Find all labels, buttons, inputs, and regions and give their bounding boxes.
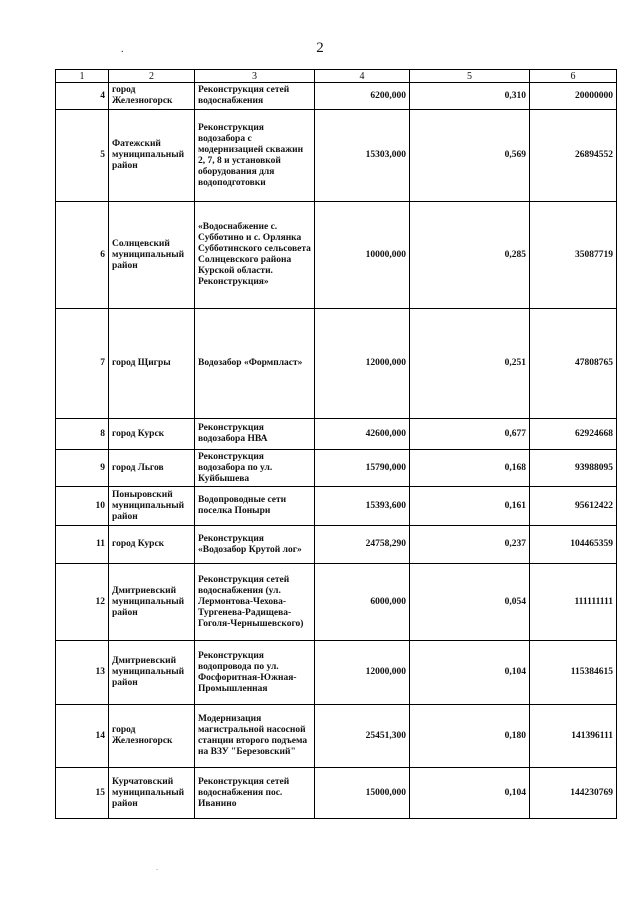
municipality-cell: город Льгов: [109, 450, 195, 487]
municipality-cell: город Курск: [109, 419, 195, 450]
municipality-cell: Дмитриевский муниципальный район: [109, 641, 195, 705]
total-cell: 93988095: [530, 450, 617, 487]
total-cell: 104465359: [530, 526, 617, 564]
municipality-cell: Дмитриевский муниципальный район: [109, 564, 195, 641]
row-number: 4: [56, 83, 109, 110]
amount-cell: 6000,000: [315, 564, 410, 641]
project-cell: Реконструкция водопровода по ул. Фосфоритная-Южная-Промышленная: [195, 641, 315, 705]
project-cell: Реконструкция водозабора НВА: [195, 419, 315, 450]
project-cell: Модернизация магистральной насосной станции второго подъема на ВЗУ "Березовский": [195, 705, 315, 768]
total-cell: 95612422: [530, 487, 617, 526]
amount-cell: 24758,290: [315, 526, 410, 564]
scan-speck: .: [121, 44, 124, 55]
table-row: [56, 768, 617, 819]
project-cell: Реконструкция сетей водоснабжения пос. Иванино: [195, 768, 315, 819]
coefficient-cell: 0,237: [410, 526, 530, 564]
table-row: [56, 487, 617, 526]
amount-cell: 15303,000: [315, 110, 410, 202]
coefficient-cell: 0,251: [410, 309, 530, 419]
project-cell: Водозабор «Формпласт»: [195, 309, 315, 419]
table-row: [56, 705, 617, 768]
col-header-2: 2: [109, 70, 195, 83]
header-row: [56, 70, 617, 83]
data-table: [55, 69, 617, 819]
total-cell: 115384615: [530, 641, 617, 705]
coefficient-cell: 0,180: [410, 705, 530, 768]
row-number: 14: [56, 705, 109, 768]
municipality-cell: город Железногорск: [109, 705, 195, 768]
amount-cell: 15790,000: [315, 450, 410, 487]
coefficient-cell: 0,104: [410, 768, 530, 819]
table-row: [56, 202, 617, 309]
table-row: [56, 564, 617, 641]
row-number: 15: [56, 768, 109, 819]
amount-cell: 10000,000: [315, 202, 410, 309]
municipality-cell: Солнцевский муниципальный район: [109, 202, 195, 309]
table-row: [56, 450, 617, 487]
project-cell: Реконструкция «Водозабор Крутой лог»: [195, 526, 315, 564]
project-cell: Реконструкция водозабора по ул. Куйбышева: [195, 450, 315, 487]
col-header-4: 4: [315, 70, 410, 83]
total-cell: 20000000: [530, 83, 617, 110]
coefficient-cell: 0,104: [410, 641, 530, 705]
scan-mark: .: [156, 862, 159, 872]
project-cell: Реконструкция сетей водоснабжения: [195, 83, 315, 110]
total-cell: 62924668: [530, 419, 617, 450]
col-header-6: 6: [530, 70, 617, 83]
table-row: [56, 526, 617, 564]
total-cell: 26894552: [530, 110, 617, 202]
amount-cell: 15000,000: [315, 768, 410, 819]
col-header-3: 3: [195, 70, 315, 83]
municipality-cell: Поныровский муниципальный район: [109, 487, 195, 526]
page-number: 2: [316, 40, 324, 56]
coefficient-cell: 0,310: [410, 83, 530, 110]
coefficient-cell: 0,161: [410, 487, 530, 526]
amount-cell: 6200,000: [315, 83, 410, 110]
municipality-cell: город Щигры: [109, 309, 195, 419]
coefficient-cell: 0,677: [410, 419, 530, 450]
row-number: 7: [56, 309, 109, 419]
municipality-cell: Фатежский муниципальный район: [109, 110, 195, 202]
row-number: 8: [56, 419, 109, 450]
coefficient-cell: 0,569: [410, 110, 530, 202]
row-number: 13: [56, 641, 109, 705]
col-header-1: 1: [56, 70, 109, 83]
project-cell: «Водоснабжение с. Субботино и с. Орлянка Субботинского сельсовета Солнцевского района Курской области. Реконструкция»: [195, 202, 315, 309]
total-cell: 144230769: [530, 768, 617, 819]
project-cell: Реконструкция водозабора с модернизацией скважин 2, 7, 8 и установкой оборудования для водоподготовки: [195, 110, 315, 202]
table-row: [56, 83, 617, 110]
total-cell: 111111111: [530, 564, 617, 641]
amount-cell: 12000,000: [315, 641, 410, 705]
amount-cell: 42600,000: [315, 419, 410, 450]
table-row: [56, 309, 617, 419]
municipality-cell: Курчатовский муниципальный район: [109, 768, 195, 819]
total-cell: 35087719: [530, 202, 617, 309]
row-number: 5: [56, 110, 109, 202]
table-row: [56, 419, 617, 450]
coefficient-cell: 0,054: [410, 564, 530, 641]
table-row: [56, 641, 617, 705]
row-number: 9: [56, 450, 109, 487]
table-row: [56, 110, 617, 202]
coefficient-cell: 0,285: [410, 202, 530, 309]
coefficient-cell: 0,168: [410, 450, 530, 487]
total-cell: 141396111: [530, 705, 617, 768]
row-number: 12: [56, 564, 109, 641]
row-number: 10: [56, 487, 109, 526]
municipality-cell: город Курск: [109, 526, 195, 564]
total-cell: 47808765: [530, 309, 617, 419]
project-cell: Водопроводные сети поселка Поныри: [195, 487, 315, 526]
col-header-5: 5: [410, 70, 530, 83]
row-number: 6: [56, 202, 109, 309]
project-cell: Реконструкция сетей водоснабжения (ул. Лермонтова-Чехова-Тургенева-Радищева-Гоголя-Чернышевского): [195, 564, 315, 641]
row-number: 11: [56, 526, 109, 564]
municipality-cell: город Железногорск: [109, 83, 195, 110]
amount-cell: 12000,000: [315, 309, 410, 419]
amount-cell: 25451,300: [315, 705, 410, 768]
amount-cell: 15393,600: [315, 487, 410, 526]
